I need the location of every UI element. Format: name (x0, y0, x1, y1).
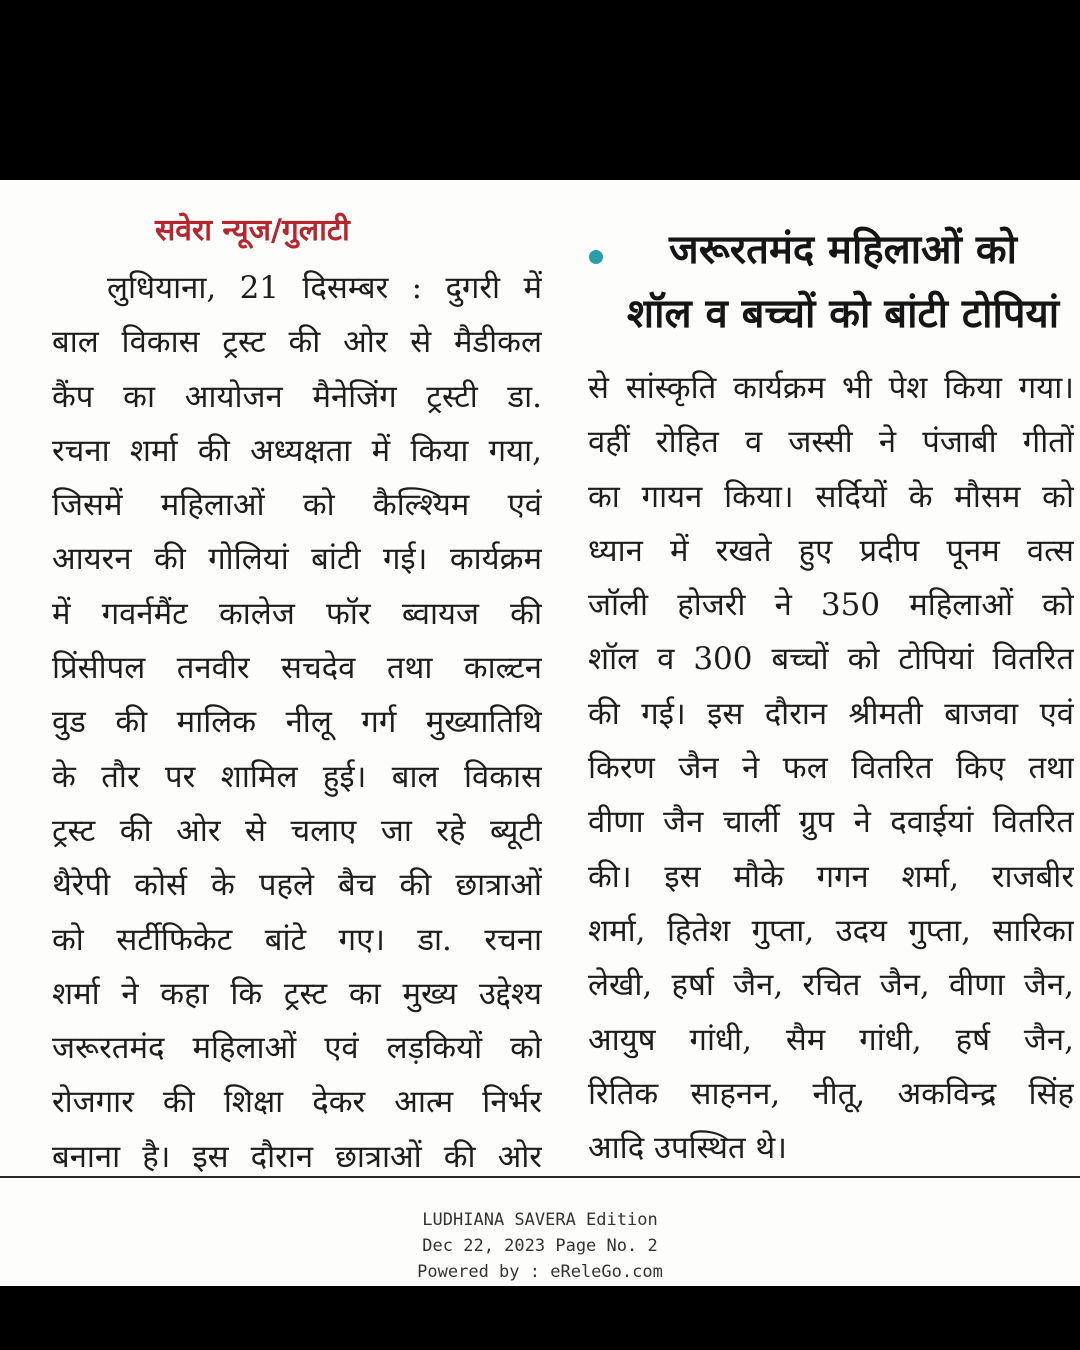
bullet-dot-icon (589, 250, 603, 264)
body-line: के तौर पर शामिल हुई। बाल विकास (52, 758, 542, 795)
body-line: रचना शर्मा की अध्यक्षता में किया गया, (52, 432, 542, 469)
body-line: का गायन किया। सर्दियों के मौसम को (588, 478, 1074, 515)
body-line: जॉली होजरी ने 350 महिलाओं को (588, 587, 1074, 624)
edition-date-page: Dec 22, 2023 Page No. 2 (422, 1236, 658, 1256)
body-line: से सांस्कृति कार्यक्रम भी पेश किया गया। (588, 370, 1074, 406)
body-line: वहीं रोहित व जस्सी ने पंजाबी गीतों (588, 424, 1074, 461)
edition-name: LUDHIANA SAVERA Edition (422, 1210, 658, 1230)
byline: सवेरा न्यूज/गुलाटी (155, 213, 350, 248)
body-line: आयरन की गोलियां बांटी गई। कार्यक्रम (52, 541, 542, 578)
body-line: कैंप का आयोजन मैनेजिंग ट्रस्टी डा. (52, 378, 542, 415)
body-line: आयुष गांधी, सैम गांधी, हर्ष जैन, (588, 1021, 1074, 1058)
body-line: शर्मा, हितेश गुप्ता, उदय गुप्ता, सारिका (588, 912, 1074, 949)
body-line: वीणा जैन चार्ली ग्रुप ने दवाईयां वितरित (588, 804, 1074, 841)
body-line: बनाना है। इस दौरान छात्राओं की ओर (52, 1138, 542, 1175)
headline-line-1: जरूरतमंद महिलाओं को (669, 227, 1017, 273)
body-line: वुड की मालिक नीलू गर्ग मुख्यातिथि (52, 704, 542, 741)
headline-line-2: शॉल व बच्चों को बांटी टोपियां (626, 291, 1060, 337)
edition-footer (0, 1207, 1080, 1285)
bottom-black-band (0, 1286, 1080, 1350)
top-black-band (0, 0, 1080, 180)
powered-by: Powered by : eReleGo.com (417, 1262, 663, 1282)
right-column (588, 361, 1074, 1175)
body-line: शॉल व 300 बच्चों को टोपियां वितरित (588, 641, 1074, 678)
body-line: आदि उपस्थित थे। (588, 1130, 787, 1167)
body-line: शर्मा ने कहा कि ट्रस्ट का मुख्य उद्देश्य (52, 975, 542, 1012)
body-line: थैरेपी कोर्स के पहले बैच की छात्राओं (52, 867, 542, 904)
body-line: जिसमें महिलाओं को कैल्श्यिम एवं (52, 487, 542, 524)
body-line: बाल विकास ट्रस्ट की ओर से मैडीकल (52, 324, 542, 361)
headline (612, 218, 1074, 346)
body-line: जरूरतमंद महिलाओं एवं लड़कियों को (52, 1030, 542, 1067)
body-line: लेखी, हर्षा जैन, रचित जैन, वीणा जैन, (588, 967, 1074, 1004)
body-line: को सर्टीफिकेट बांटे गए। डा. रचना (52, 921, 542, 958)
body-line: लुधियाना, 21 दिसम्बर : दुगरी में (107, 270, 542, 306)
body-line: प्रिंसीपल तनवीर सचदेव तथा काल्र्टन (52, 650, 542, 687)
body-line: की। इस मौके गगन शर्मा, राजबीर (588, 858, 1074, 895)
body-line: रोजगार की शिक्षा देकर आत्म निर्भर (52, 1084, 542, 1121)
footer-divider (0, 1176, 1080, 1178)
left-column (52, 261, 542, 1184)
body-line: की गई। इस दौरान श्रीमती बाजवा एवं (588, 695, 1074, 732)
body-line: रितिक साहनन, नीतू, अकविन्द्र सिंह (588, 1075, 1074, 1112)
body-line: ध्यान में रखते हुए प्रदीप पूनम वत्स (588, 532, 1074, 569)
body-line: किरण जैन ने फल वितरित किए तथा (588, 750, 1074, 787)
body-line: में गवर्नमैंट कालेज फॉर ब्वायज की (52, 595, 542, 632)
body-line: ट्रस्ट की ओर से चलाए जा रहे ब्यूटी (52, 812, 542, 849)
